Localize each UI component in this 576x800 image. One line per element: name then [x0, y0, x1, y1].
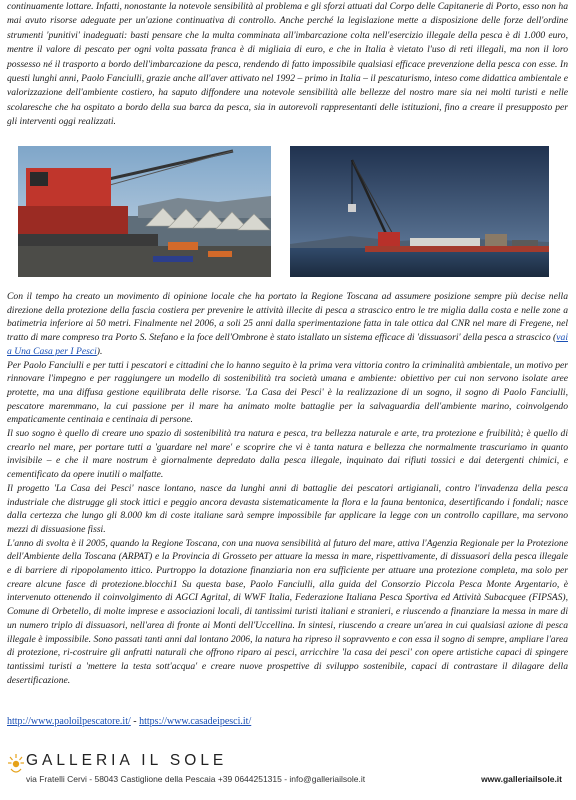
paragraph-progetto: Il progetto 'La Casa dei Pesci' nasce lontano, nasce da lunghi anni di battaglie dei pescatori artigianali, contro l'invadenza della pesca industriale che distrugge gli stock ittici e peggio ancora devasta sistematicamente la flora e la fauna bentonica, desertificando i fondali; nasce dalla certezza che lungo gli 8.000 km di coste italiane sarà sempre impossibile far applicare la legge con un controllo capillare, ma servono mezzi di dissuasione fissi. — [7, 482, 568, 535]
brand-name: GALLERIA IL SOLE — [26, 752, 228, 769]
footer-address: via Fratelli Cervi - 58043 Castiglione della Pescaia +39 0644251315 - info@galleriailsole.it — [26, 774, 366, 784]
footer-website[interactable]: www.galleriailsole.it — [481, 774, 562, 784]
photo-crane-barge — [290, 146, 549, 277]
paragraph-regione: Con il tempo ha creato un movimento di opinione locale che ha portato la Regione Toscana ad assumere posizione sempre più decise nella direzione della protezione della fascia costiera per prevenire le attività illecite di pesca a strascico entro le tre miglia dalla costa e nelle zone a batimetria inferiore ai 50 metri. Finalmente nel 2006, a soli 25 anni dalla sperimentazione fatta in tale ottica dal CNR nel mare di Fregene, nel tratto di mare compreso tra Porto S. Stefano e la foce dell'Ombrone è stato istallato un sistema efficace di 'dissuasori' della pesca a strascico (vai a Una Casa per I Pesci). — [7, 291, 568, 357]
body-text — [7, 290, 568, 687]
photo-crane-dock — [18, 146, 271, 277]
paoloilpescatore-link[interactable]: http://www.paoloilpescatore.it/ — [7, 716, 131, 727]
paragraph-vittoria: Per Paolo Fanciulli e per tutti i pescatori e cittadini che lo hanno seguito è la prima vera vittoria contro la criminalità ambientale, un motivo per rinnovare l'impegno e per raggiungere un modello di sostenibilità tra società umana e ambiente: obiettivo per cui non servono isolate aree protette, ma una diffusa gestione equilibrata delle risorse. 'La Casa dei Pesci' è la realizzazione di un sogno, il sogno di Paolo Fanciulli, pescatore maremmano, la cui passione per il mare ha animato molte battaglie per la salvaguardia dell'ambiente marino, coinvolgendo empaticamente centinaia e centinaia di persone. — [7, 359, 568, 426]
casadeipesci-link[interactable]: https://www.casadeipesci.it/ — [139, 716, 252, 727]
intro-paragraph: continuamente lottare. Infatti, nonostante la notevole sensibilità al problema e gli sforzi attuati dal Corpo delle Capitanerie di Porto, esso non ha mai avuto risorse adeguate per un'azione continuativa di controllo. Anche perché la legislazione mette a disposizione delle forze dell'ordine strumenti 'punitivi' inadeguati: basti pensare che la multa comminata all'imbarcazione colta nell'esercizio illegale della pesca è di 1.000 euro, mentre il valore di pescato per ogni volta passata franca è di migliaia di euro, e che in Italia è vietato l'uso di reti illegali, ma non il loro possesso né il trasporto a bordo dell'imbarcazione da pesca, rendendo di fatto impossibile qualsiasi efficace prevenzione della pesca con esse. In questi lunghi anni, Paolo Fanciulli, grazie anche all'aver attivato nel 1992 – primo in Italia – il pescaturismo, inteso come didattica ambientale e valorizzazione dell'ambiente costiero, ha saputo diffondere una notevole sensibilità alle bellezze del nostro mare sia nei molti turisti e nelle scolaresche che ha ospitato a bordo della sua barca da pesca, sia in autorevoli rappresentanti delle istituzioni, fino a creare il presupposto per gli interventi oggi realizzati. — [7, 1, 568, 128]
paragraph-svolta: L'anno di svolta è il 2005, quando la Regione Toscana, con una nuova sensibilità al futuro del mare, attiva l'Agenzia Regionale per la Protezione dell'Ambiente della Toscana (ARPAT) e la Provincia di Grosseto per attuare la messa in mare, rispettivamente, di dissuasori della pesca illegale e di barriere di ripopolamento ittico. Purtroppo la dotazione finanziaria non era sufficiente per attuare una protezione completa, ma solo per creare alcune fasce di protezione.blocchi1 Su questa base, Paolo Fanciulli, alla guida del Consorzio Piccola Pesca Monte Argentario, è intervenuto ottenendo il coinvolgimento di AGCI Agrital, di WWF Italia, Federazione Italiana Pesca Sportiva ed Attività Subacquee (FIPSAS), Comune di Orbetello, di molte imprese e associazioni locali, di tantissimi turisti italiani e stranieri, e riuscendo a finanziare la messa in mare di un numero triplo di dissuasori, nell'area di fronte ai Monti dell'Uccellina. In sintesi, riuscendo a creare un'area in cui qualsiasi azione di pesca illegale è impossibile. Sono passati tanti anni dal lontano 2006, la natura ha ripreso il sopravvento e con essa il sogno di sempre, ampliare l'area di protezione, ri-costruire gli anfratti naturali che offrono riparo ai pesci, arricchire 'la casa dei pesci' con opere artistiche capaci di spingere tantissimi turisti a 'mettere la testa sott'acqua' e creare nuove prospettive di sviluppo sostenibile, capaci di contrastare il dilagare della desertificazione. — [7, 537, 568, 686]
sun-logo-icon — [8, 753, 24, 775]
casa-pesci-link[interactable]: vai a Una Casa per I Pesci — [7, 332, 568, 357]
paragraph-sogno: Il suo sogno è quello di creare uno spazio di sostenibilità tra natura e pesca, tra bellezza naturale e arte, tra protezione e fruibilità; è quello di crearlo nel mare, per portare tutti a 'guardare nel mare' e scoprire che vi è tanta natura e bellezza che normalmente trascuriamo in quanto invisibile – e che il mare nostrum è giornalmente depredato dalla pesca illegale, inquinato dai rifiuti tossici e dai detergenti chimici, e cementificato da opere inutili o malfatte. — [7, 428, 568, 481]
links-line: http://www.paoloilpescatore.it/ - https://www.casadeipesci.it/ — [7, 716, 252, 727]
